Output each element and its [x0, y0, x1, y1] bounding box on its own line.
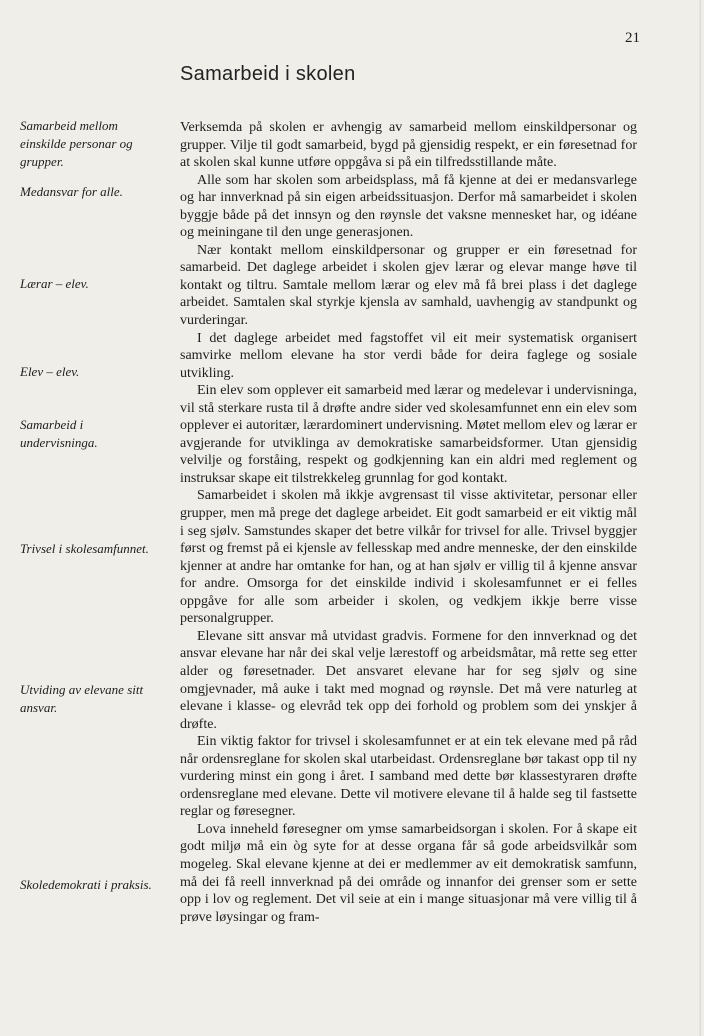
body-text [180, 119, 637, 926]
margin-note-skoledemokrati: Skoledemokrati i praksis. [20, 877, 152, 892]
paragraph: Samarbeidet i skolen må ikkje avgrensast til visse aktivitetar, personar eller grupper, men må prege det daglege arbeidet. Eit godt samarbeid er eit viktig mål i seg sjølv. Samstundes skaper det betre vilkår for trivsel for alle. Trivsel byggjer først og fremst på ei kjensle av fellesskap med andre menneske, der den einskilde kjenner at andre har omtanke for han, og at han sjølv er villig til å kjenne ansvar for andre. Omsorga for det einskilde individ i skolesamfunnet er ei felles oppgåve for alle som arbeider i skolen, og vedkjem ikkje berre visse personalgrupper. [180, 488, 637, 627]
paragraph: Nær kontakt mellom einskildpersonar og grupper er ein føresetnad for samarbeid. Det daglege arbeidet i skolen gjev lærar og elevar mange høve til kontakt og tiltru. Samtale mellom lærar og elev må få brei plass i det daglege arbeidet. Samtalen skal styrkje kjensla av samhald, uavhengig av standpunkt og vurderingar. [180, 242, 637, 329]
margin-note-undervisning: Samarbeid i undervisninga. [20, 417, 98, 450]
paragraph: Ein elev som opplever eit samarbeid med lærar og medelevar i undervisninga, vil stå sterkare rusta til å drøfte andre sider ved skolesamfunnet enn ein elev som opplever ei autoritær, lærardominert undervisning. Møtet mellom elev og lærar er avgjerande for utviklinga av demokratiske samarbeidsformer. Utan gjensidig velvilje og forståing, respekt og godkjenning kan ein aldri med reglement og instruksar skape eit tilstrekkeleg grunnlag for god kontakt. [180, 383, 637, 486]
paragraph: I det daglege arbeidet med fagstoffet vil eit meir systematisk organisert samvirke mellom elevane ha stor verdi både for deira faglege og sosiale utvikling. [180, 330, 637, 381]
margin-note-medansvar: Medansvar for alle. [20, 184, 123, 199]
page-number: 21 [625, 30, 640, 46]
paragraph: Ein viktig faktor for trivsel i skolesamfunnet er at ein tek elevane med på råd når ordensreglane for skolen skal utarbeidast. Ordensreglane bør takast opp til ny vurdering minst ein gong i året. I samband med dette bør klassestyraren drøfte ordensreglane med elevane. Dette vil motivere elevane til å halde seg til fastsette reglar og føresegner. [180, 734, 637, 820]
margin-note-elev-elev: Elev – elev. [20, 364, 80, 379]
page-edge [698, 0, 701, 1036]
paragraph: Verksemda på skolen er avhengig av samarbeid mellom einskildpersonar og grupper. Vilje til godt samarbeid, bygd på gjensidig respekt, er ein føresetnad for at skolen skal kunne utføre oppgåva si på ein tilfredsstillande måte. [180, 120, 637, 171]
paragraph: Lova inneheld føresegner om ymse samarbeidsorgan i skolen. For å skape eit godt miljø må ein òg syte for at desse organa får så gode arbeidsvilkår som mogeleg. Skal elevane kjenne at dei er medlemmer av eit demokratisk samfunn, må dei få reell innverknad på dei område og innanfor dei grenser som er sette opp i lov og reglement. Det vil seie at ein i mange situasjonar må vere villig til å prøve løysingar og fram- [180, 821, 637, 925]
paragraph: Alle som har skolen som arbeidsplass, må få kjenne at dei er medansvarlege og har innverknad på sin eigen arbeidssituasjon. Derfor må samarbeidet i skolen byggje både på det innsyn og den røynsle det vaksne mennesket har, og idéane og meiningane til den unge generasjonen. [180, 172, 637, 241]
margin-note-ansvar: Utviding av elevane sitt ansvar. [20, 682, 144, 715]
margin-note-samarbeid: Samarbeid mellom einskilde personar og grupper. [20, 118, 133, 169]
margin-note-trivsel: Trivsel i skolesamfunnet. [20, 541, 149, 556]
margin-note-laerar-elev: Lærar – elev. [20, 276, 89, 291]
page-title: Samarbeid i skolen [180, 63, 356, 85]
paragraph: Elevane sitt ansvar må utvidast gradvis. Formene for den innverknad og det ansvar elevane har når dei skal velje lærestoff og arbeidsmåtar, må rette seg etter alder og føresetnader. Det ansvaret elevane har for seg sjølv og sine omgjevnader, må auke i takt med mognad og røynsle. Det må vere naturleg at elevane i klasse- og elevråd tek opp dei forhold og problem som dei ynskjer å drøfte. [180, 628, 637, 732]
